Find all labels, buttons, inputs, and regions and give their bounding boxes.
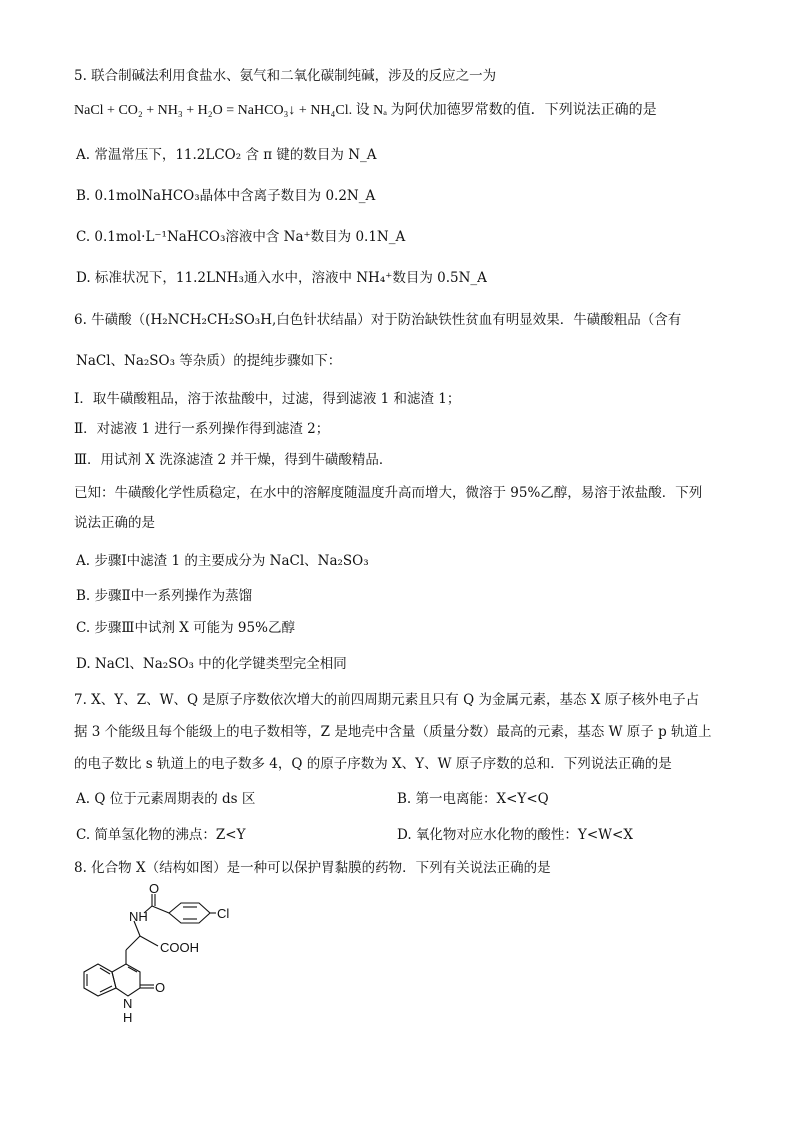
q5-option-a: A. 常温常压下，11.2LCO₂ 含 π 键的数目为 N_A (76, 147, 377, 163)
q6-known-line2: 说法正确的是 (74, 515, 155, 531)
q5-option-b: B. 0.1molNaHCO₃晶体中含离子数目为 0.2N_A (76, 188, 376, 204)
q6-stem-line1: 6. 牛磺酸（(H₂NCH₂CH₂SO₃H,白色针状结晶）对于防治缺铁性贫血有明显效果．牛磺酸粗品（含有 (74, 312, 682, 328)
q6-option-a: A. 步骤Ⅰ中滤渣 1 的主要成分为 NaCl、Na₂SO₃ (76, 553, 369, 569)
q7-option-c: C. 简单氢化物的沸点：Z<Y (76, 827, 246, 843)
q7-option-b: B. 第一电离能：X<Y<Q (397, 791, 549, 807)
q7-option-d: D. 氧化物对应水化物的酸性：Y<W<X (397, 827, 633, 843)
label-ring-o: O (155, 980, 166, 995)
q6-step-2: Ⅱ．对滤液 1 进行一系列操作得到滤渣 2； (74, 421, 330, 437)
q7-stem-line2: 据 3 个能级且每个能级上的电子数相等，Z 是地壳中含量（质量分数）最高的元素，基态 W 原子 p 轨道上 (74, 724, 712, 740)
q5-option-c: C. 0.1mol·L⁻¹NaHCO₃溶液中含 Na⁺数目为 0.1N_A (76, 229, 406, 245)
q6-step-3: Ⅲ．用试剂 X 洗涤滤渣 2 并干燥，得到牛磺酸精品． (74, 452, 393, 468)
q5-option-d: D. 标准状况下，11.2LNH₃通入水中，溶液中 NH₄⁺数目为 0.5N_A (76, 270, 487, 286)
q6-stem-line2: NaCl、Na₂SO₃ 等杂质）的提纯步骤如下： (76, 353, 342, 369)
q6-option-b: B. 步骤Ⅱ中一系列操作为蒸馏 (76, 588, 253, 604)
compound-x-structure (68, 884, 258, 1030)
q6-option-d: D. NaCl、Na₂SO₃ 中的化学键类型完全相同 (76, 656, 347, 672)
q7-option-a: A. Q 位于元素周期表的 ds 区 (76, 791, 256, 807)
label-nh: NH (129, 909, 148, 924)
q8-stem: 8. 化合物 X（结构如图）是一种可以保护胃黏膜的药物．下列有关说法正确的是 (74, 860, 551, 876)
q6-known-line1: 已知：牛磺酸化学性质稳定，在水中的溶解度随温度升高而增大，微溶于 95%乙醇，易溶于浓盐酸．下列 (74, 485, 703, 501)
label-h: H (123, 1010, 133, 1025)
q7-stem-line3: 的电子数比 s 轨道上的电子数多 4，Q 的原子序数为 X、Y、W 原子序数的总和．下列说法正确的是 (74, 756, 672, 772)
label-cl: Cl (217, 906, 230, 921)
q5-stem-line1: 5. 联合制碱法利用食盐水、氨气和二氧化碳制纯碱，涉及的反应之一为 (74, 68, 497, 84)
q6-option-c: C. 步骤Ⅲ中试剂 X 可能为 95%乙醇 (76, 620, 295, 636)
label-cooh: COOH (160, 940, 199, 955)
q5-equation-line (74, 101, 657, 121)
q5-stem-line2: . 设 Nₐ 为阿伏加德罗常数的值．下列说法正确的是 (348, 103, 657, 118)
q7-stem-line1: 7. X、Y、Z、W、Q 是原子序数依次增大的前四周期元素且只有 Q 为金属元素，基态 X 原子核外电子占 (74, 692, 700, 708)
q5-equation: NaCl + CO₂ + NH₃ + H₂O = NaHCO₃↓ + NH₄Cl (74, 103, 349, 118)
label-carbonyl-o: O (149, 884, 160, 896)
q6-step-1: Ⅰ．取牛磺酸粗品，溶于浓盐酸中，过滤，得到滤液 1 和滤渣 1； (74, 391, 461, 407)
label-n: N (123, 996, 133, 1011)
